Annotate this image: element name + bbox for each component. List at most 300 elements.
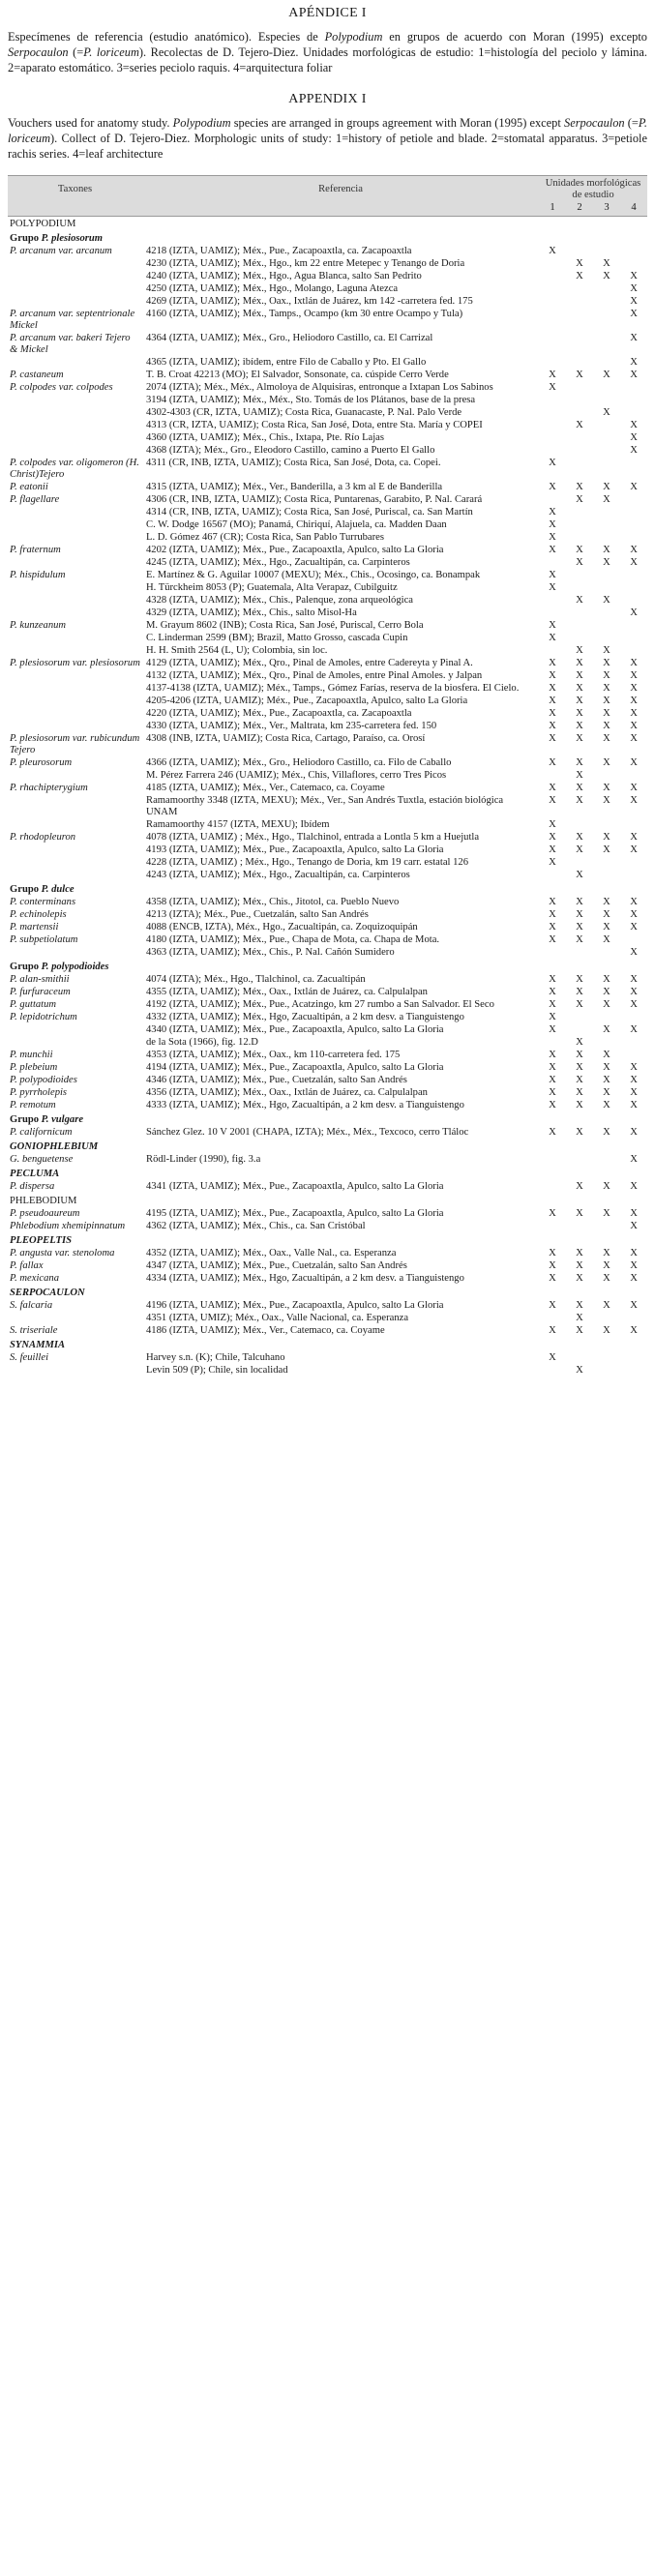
unit-mark-3 — [593, 857, 620, 870]
table-row — [8, 1300, 647, 1313]
genus-heading-row — [8, 1338, 647, 1352]
voucher-reference: 4362 (IZTA, UAMIZ); Méx., Chis., ca. San Cristóbal — [146, 1221, 366, 1231]
unit-mark-2 — [566, 857, 593, 870]
table-row — [8, 1154, 647, 1167]
taxon-name: S. feuillei — [10, 1352, 49, 1363]
genus-heading: POLYPODIUM — [10, 219, 76, 229]
voucher-reference: 4132 (IZTA, UAMIZ); Méx., Qro., Pinal de Amoles, entre Pinal Amoles. y Jalpan — [146, 670, 483, 681]
taxon-name — [8, 696, 142, 708]
unit-mark-2 — [566, 296, 593, 309]
unit-mark-3: X — [603, 974, 610, 985]
unit-mark-1: X — [549, 708, 556, 719]
unit-mark-1: X — [549, 857, 556, 868]
unit-mark-1: X — [549, 1050, 556, 1060]
table-row — [8, 557, 647, 570]
heading-spanish: APÉNDICE I — [288, 6, 367, 20]
unit-mark-4 — [620, 532, 647, 545]
unit-number: 2 — [566, 202, 593, 217]
unit-mark-3: X — [603, 999, 610, 1010]
voucher-reference: 4185 (IZTA, UAMIZ); Méx., Ver., Catemaco, ca. Coyame — [146, 783, 385, 793]
voucher-reference: 4355 (IZTA, UAMIZ); Méx., Oax., Ixtlán de Juárez, ca. Calpulalpan — [146, 987, 428, 997]
unit-mark-3: X — [603, 658, 610, 668]
unit-mark-3 — [593, 582, 620, 595]
intro-spanish — [8, 29, 647, 75]
taxon-name — [8, 519, 142, 532]
voucher-reference: 4243 (IZTA, UAMIZ); Méx., Hgo., Zacualtipán, ca. Carpinteros — [146, 870, 410, 880]
unit-mark-3: X — [603, 1260, 610, 1271]
unit-mark-1: X — [549, 246, 556, 256]
taxon-name: P. polypodioides — [10, 1075, 77, 1085]
taxon-name — [8, 645, 142, 658]
taxon-name: P. fallax — [10, 1260, 44, 1271]
voucher-reference: 4347 (IZTA, UAMIZ); Méx., Pue., Cuetzalán, salto San Andrés — [146, 1260, 407, 1271]
taxon-name — [8, 420, 142, 432]
unit-mark-4: X — [630, 420, 638, 430]
table-row — [8, 795, 647, 819]
table-row — [8, 1325, 647, 1338]
unit-mark-4: X — [630, 999, 638, 1010]
unit-mark-2: X — [576, 494, 583, 505]
table-row — [8, 683, 647, 696]
taxon-name: P. rhodopleuron — [10, 832, 76, 843]
unit-mark-3: X — [603, 721, 610, 731]
voucher-reference: 4329 (IZTA, UAMIZ); Méx., Chis., salto Misol-Ha — [146, 607, 357, 618]
unit-mark-2: X — [576, 909, 583, 920]
voucher-reference: 4353 (IZTA, UAMIZ); Méx., Oax., km 110-carretera fed. 175 — [146, 1050, 401, 1060]
table-row — [8, 974, 647, 987]
table-row — [8, 309, 647, 333]
intro-english — [8, 115, 647, 162]
unit-mark-4 — [620, 407, 647, 420]
unit-mark-3: X — [603, 696, 610, 706]
unit-mark-1 — [539, 645, 566, 658]
unit-number: 3 — [593, 202, 620, 217]
taxon-name — [8, 582, 142, 595]
voucher-reference: 4202 (IZTA, UAMIZ); Méx., Pue., Zacapoaxtla, Apulco, salto La Gloria — [146, 545, 444, 555]
unit-mark-2: X — [576, 733, 583, 744]
unit-mark-3 — [593, 1365, 620, 1377]
unit-mark-1: X — [549, 897, 556, 907]
taxon-name: P. conterminans — [10, 897, 76, 907]
group-heading-row — [8, 231, 647, 246]
unit-mark-4 — [620, 246, 647, 258]
voucher-reference: 4228 (IZTA, UAMIZ) ; Méx., Hgo., Tenango de Doria, km 19 carr. estatal 126 — [146, 857, 469, 868]
unit-mark-2 — [566, 395, 593, 407]
unit-mark-4: X — [630, 370, 638, 380]
taxon-name: P. colpodes var. oligomeron (H. Christ)Tejero — [10, 458, 139, 480]
unit-mark-3: X — [603, 494, 610, 505]
unit-mark-3: X — [603, 897, 610, 907]
unit-mark-4: X — [630, 708, 638, 719]
voucher-reference: 4213 (IZTA); Méx., Pue., Cuetzalán, salto San Andrés — [146, 909, 369, 920]
voucher-reference: 4346 (IZTA, UAMIZ); Méx., Pue., Cuetzalán, salto San Andrés — [146, 1075, 407, 1085]
intro-text-run: (= — [624, 116, 639, 130]
voucher-reference: Sánchez Glez. 10 V 2001 (CHAPA, IZTA); Méx., Méx., Texcoco, cerro Tláloc — [146, 1127, 469, 1138]
unit-mark-4: X — [630, 947, 638, 958]
table-row — [8, 934, 647, 947]
voucher-reference: Ramamoorthy 4157 (IZTA, MEXU); Ibídem — [146, 819, 330, 830]
voucher-reference: 4192 (IZTA, UAMIZ); Méx., Pue., Acatzingo, km 27 rumbo a San Salvador. El Seco — [146, 999, 494, 1010]
voucher-reference: 4360 (IZTA, UAMIZ); Méx., Chis., Ixtapa, Pte. Río Lajas — [146, 432, 385, 443]
unit-mark-4: X — [630, 696, 638, 706]
unit-mark-1 — [539, 357, 566, 370]
voucher-reference: 4351 (IZTA, UMIZ); Méx., Oax., Valle Nacional, ca. Esperanza — [146, 1313, 409, 1323]
voucher-reference: 4250 (IZTA, UAMIZ); Méx., Hgo., Molango, Laguna Atezca — [146, 283, 399, 294]
table-row — [8, 333, 647, 357]
group-heading — [8, 1112, 647, 1127]
genus-heading-row — [8, 1194, 647, 1208]
unit-mark-3 — [593, 870, 620, 882]
voucher-reference: 4313 (CR, IZTA, UAMIZ); Costa Rica, San José, Dota, entre Sta. María y COPEI — [146, 420, 483, 430]
unit-mark-4 — [620, 620, 647, 633]
taxon-name — [8, 770, 142, 783]
intro-text-run: P. loriceum — [8, 116, 647, 145]
unit-mark-2: X — [576, 1127, 583, 1138]
voucher-reference: 4240 (IZTA, UAMIZ); Méx., Hgo., Agua Blanca, salto San Pedrito — [146, 271, 422, 281]
genus-heading-row — [8, 1167, 647, 1181]
unit-mark-4: X — [630, 545, 638, 555]
voucher-reference: 4218 (IZTA, UAMIZ); Méx., Pue., Zacapoaxtla, ca. Zacapoaxtla — [146, 246, 412, 256]
unit-mark-2 — [566, 458, 593, 482]
unit-mark-1: X — [549, 999, 556, 1010]
table-row — [8, 922, 647, 934]
unit-mark-1: X — [549, 382, 556, 393]
unit-mark-4: X — [630, 670, 638, 681]
table-row — [8, 658, 647, 670]
voucher-reference: Harvey s.n. (K); Chile, Talcuhano — [146, 1352, 285, 1363]
unit-mark-4 — [620, 507, 647, 519]
unit-mark-4: X — [630, 832, 638, 843]
unit-mark-3: X — [603, 934, 610, 945]
taxon-name: P. subpetiolatum — [10, 934, 78, 945]
taxon-name: P. castaneum — [10, 370, 64, 380]
unit-mark-1 — [539, 947, 566, 960]
unit-mark-1: X — [549, 683, 556, 694]
table-row — [8, 1208, 647, 1221]
unit-mark-4: X — [630, 1181, 638, 1192]
voucher-reference: 4129 (IZTA, UAMIZ); Méx., Qro., Pinal de Amoles, entre Cadereyta y Pinal A. — [146, 658, 473, 668]
unit-mark-1 — [539, 1037, 566, 1050]
table-row — [8, 519, 647, 532]
unit-mark-4 — [620, 633, 647, 645]
unit-mark-3: X — [603, 595, 610, 606]
unit-mark-4 — [620, 1352, 647, 1365]
unit-mark-1: X — [549, 1273, 556, 1284]
unit-mark-3: X — [603, 1024, 610, 1035]
taxon-name — [8, 445, 142, 458]
table-body — [8, 202, 647, 1377]
unit-mark-3 — [593, 296, 620, 309]
group-prefix: Grupo — [10, 884, 42, 895]
taxon-name — [8, 1313, 142, 1325]
voucher-reference: 4315 (IZTA, UAMIZ); Méx., Ver., Banderilla, a 3 km al E de Banderilla — [146, 482, 443, 492]
unit-mark-1: X — [549, 1087, 556, 1098]
unit-mark-4: X — [630, 357, 638, 368]
unit-mark-4: X — [630, 333, 638, 343]
unit-mark-4: X — [630, 658, 638, 668]
unit-mark-2: X — [576, 708, 583, 719]
table-header-row — [8, 176, 647, 203]
taxon-name — [8, 296, 142, 309]
unit-mark-2: X — [576, 370, 583, 380]
taxon-name: P. lepidotrichum — [10, 1012, 77, 1022]
unit-mark-2: X — [576, 1248, 583, 1258]
unit-mark-3 — [593, 1154, 620, 1167]
table-row — [8, 532, 647, 545]
unit-mark-3: X — [603, 909, 610, 920]
table-row — [8, 897, 647, 909]
unit-mark-3: X — [603, 370, 610, 380]
taxon-name: P. plesiosorum var. plesiosorum — [10, 658, 140, 668]
voucher-reference: C. W. Dodge 16567 (MO); Panamá, Chiriquí, Alajuela, ca. Madden Daan — [146, 519, 447, 530]
unit-mark-1: X — [549, 819, 556, 830]
voucher-reference: T. B. Croat 42213 (MO); El Salvador, Sonsonate, ca. cúspide Cerro Verde — [146, 370, 449, 380]
group-name: P. vulgare — [41, 1114, 84, 1125]
unit-mark-2: X — [576, 783, 583, 793]
unit-mark-3 — [593, 395, 620, 407]
genus-heading-row — [8, 1286, 647, 1300]
intro-text-run: Vouchers used for anatomy study. — [8, 116, 173, 130]
unit-mark-3: X — [603, 1248, 610, 1258]
unit-mark-2: X — [576, 1181, 583, 1192]
table-row — [8, 670, 647, 683]
table-row — [8, 595, 647, 607]
unit-mark-4 — [620, 857, 647, 870]
table-row — [8, 1062, 647, 1075]
voucher-reference: 4356 (IZTA, UAMIZ); Méx., Oax., Ixtlán de Juárez, ca. Calpulalpan — [146, 1087, 428, 1098]
table-row — [8, 407, 647, 420]
unit-mark-2 — [566, 407, 593, 420]
table-row — [8, 357, 647, 370]
unit-mark-3: X — [603, 708, 610, 719]
voucher-reference: C. Linderman 2599 (BM); Brazil, Matto Grosso, cascada Cupin — [146, 633, 408, 643]
unit-mark-2: X — [576, 844, 583, 855]
genus-heading: PECLUMA — [10, 1169, 60, 1179]
heading-english: APPENDIX I — [288, 92, 367, 106]
unit-mark-3: X — [603, 832, 610, 843]
group-heading-row — [8, 1112, 647, 1127]
unit-mark-1: X — [549, 1100, 556, 1110]
unit-mark-3: X — [603, 557, 610, 568]
unit-mark-3 — [593, 519, 620, 532]
unit-mark-1: X — [549, 658, 556, 668]
unit-mark-2 — [566, 333, 593, 357]
group-heading — [8, 231, 647, 246]
taxon-name — [8, 795, 142, 819]
unit-mark-2: X — [576, 870, 583, 880]
voucher-reference: 4311 (CR, INB, IZTA, UAMIZ); Costa Rica, San José, Dota, ca. Copei. — [146, 458, 441, 468]
genus-heading: PHLEBODIUM — [10, 1196, 77, 1206]
intro-text-run: Serpocaulon — [8, 45, 69, 59]
unit-mark-4: X — [630, 909, 638, 920]
unit-mark-4: X — [630, 922, 638, 933]
table-row — [8, 999, 647, 1012]
unit-mark-1: X — [549, 482, 556, 492]
unit-mark-3 — [593, 1221, 620, 1233]
unit-mark-1 — [539, 1181, 566, 1194]
voucher-reference: 4196 (IZTA, UAMIZ); Méx., Pue., Zacapoaxtla, Apulco, salto La Gloria — [146, 1300, 444, 1311]
unit-mark-4 — [620, 1365, 647, 1377]
unit-mark-2: X — [576, 897, 583, 907]
taxon-name — [8, 670, 142, 683]
group-prefix: Grupo — [10, 233, 42, 244]
unit-mark-4: X — [630, 1325, 638, 1336]
unit-mark-1 — [539, 432, 566, 445]
unit-mark-3: X — [603, 1100, 610, 1110]
unit-mark-3 — [593, 246, 620, 258]
table-row — [8, 832, 647, 844]
unit-mark-2: X — [576, 987, 583, 997]
voucher-reference: 4302-4303 (CR, IZTA, UAMIZ); Costa Rica, Guanacaste, P. Nal. Palo Verde — [146, 407, 462, 418]
unit-mark-2: X — [576, 482, 583, 492]
unit-mark-4: X — [630, 271, 638, 281]
unit-mark-3 — [593, 445, 620, 458]
unit-mark-2 — [566, 633, 593, 645]
table-row — [8, 696, 647, 708]
table-row — [8, 296, 647, 309]
unit-mark-1: X — [549, 733, 556, 744]
unit-mark-3 — [593, 633, 620, 645]
unit-mark-3: X — [603, 670, 610, 681]
unit-mark-3: X — [603, 1050, 610, 1060]
unit-mark-1: X — [549, 1325, 556, 1336]
voucher-reference: 4352 (IZTA, UAMIZ); Méx., Oax., Valle Nal., ca. Esperanza — [146, 1248, 397, 1258]
unit-mark-4: X — [630, 1208, 638, 1219]
table-row — [8, 819, 647, 832]
unit-mark-2 — [566, 309, 593, 333]
voucher-reference: 4137-4138 (IZTA, UAMIZ); Méx., Tamps., Gómez Farías, reserva de la biosfera. El Cielo. — [146, 683, 520, 694]
intro-text-run: species are arranged in groups agreement with Moran (1995) except — [230, 116, 564, 130]
taxon-name — [8, 844, 142, 857]
unit-mark-4: X — [630, 1024, 638, 1035]
voucher-reference: 4328 (IZTA, UAMIZ); Méx., Chis., Palenque, zona arqueológica — [146, 595, 413, 606]
taxon-name: P. californicum — [10, 1127, 73, 1138]
voucher-reference: Ramamoorthy 3348 (IZTA, MEXU); Méx., Ver., San Andrés Tuxtla, estación biológica UNAM — [146, 795, 504, 817]
voucher-table — [8, 175, 647, 1377]
unit-mark-4: X — [630, 683, 638, 694]
unit-mark-4: X — [630, 607, 638, 618]
voucher-reference: 4074 (IZTA); Méx., Hgo., Tlalchinol, ca. Zacualtipán — [146, 974, 366, 985]
unit-mark-2: X — [576, 1208, 583, 1219]
unit-mark-1: X — [549, 696, 556, 706]
table-row — [8, 370, 647, 382]
unit-mark-1: X — [549, 721, 556, 731]
unit-mark-2: X — [576, 770, 583, 781]
unit-mark-1: X — [549, 370, 556, 380]
taxon-name — [8, 283, 142, 296]
unit-mark-1: X — [549, 987, 556, 997]
unit-mark-1: X — [549, 1024, 556, 1035]
unit-mark-4 — [620, 595, 647, 607]
taxon-name: P. eatonii — [10, 482, 48, 492]
unit-mark-3: X — [603, 645, 610, 656]
unit-mark-4 — [620, 934, 647, 947]
unit-mark-2: X — [576, 271, 583, 281]
taxon-name — [8, 721, 142, 733]
table-row — [8, 770, 647, 783]
unit-mark-2: X — [576, 922, 583, 933]
unit-mark-1: X — [549, 507, 556, 518]
voucher-reference: 4314 (CR, INB, IZTA, UAMIZ); Costa Rica, San José, Puriscal, ca. San Martín — [146, 507, 473, 518]
unit-mark-1: X — [549, 922, 556, 933]
unit-mark-3 — [593, 382, 620, 395]
taxon-name: G. benguetense — [10, 1154, 74, 1165]
unit-mark-2: X — [576, 683, 583, 694]
unit-mark-1: X — [549, 582, 556, 593]
unit-mark-2 — [566, 582, 593, 595]
unit-mark-3: X — [603, 1087, 610, 1098]
unit-mark-2: X — [576, 934, 583, 945]
taxon-name: P. arcanum var. bakeri Tejero & Mickel — [10, 333, 131, 355]
unit-mark-3 — [593, 1037, 620, 1050]
unit-mark-3: X — [603, 783, 610, 793]
unit-mark-1: X — [549, 783, 556, 793]
unit-mark-1 — [539, 1313, 566, 1325]
taxon-name — [8, 870, 142, 882]
voucher-reference: Rödl-Linder (1990), fig. 3.a — [146, 1154, 261, 1165]
unit-mark-1: X — [549, 633, 556, 643]
unit-mark-1: X — [549, 974, 556, 985]
table-row — [8, 1221, 647, 1233]
table-row — [8, 1313, 647, 1325]
unit-mark-4: X — [630, 1221, 638, 1231]
unit-mark-2: X — [576, 1062, 583, 1073]
unit-mark-1 — [539, 333, 566, 357]
table-row — [8, 582, 647, 595]
table-row — [8, 1365, 647, 1377]
unit-mark-2: X — [576, 721, 583, 731]
unit-mark-4: X — [630, 757, 638, 768]
unit-mark-1: X — [549, 1062, 556, 1073]
unit-mark-2: X — [576, 557, 583, 568]
voucher-reference: E. Martínez & G. Aguilar 10007 (MEXU); Méx., Chis., Ocosingo, ca. Bonampak — [146, 570, 481, 580]
unit-mark-3: X — [603, 1062, 610, 1073]
taxon-name — [8, 1365, 142, 1377]
unit-mark-1: X — [549, 1208, 556, 1219]
unit-mark-2: X — [576, 1313, 583, 1323]
voucher-reference: 4340 (IZTA, UAMIZ); Méx., Pue., Zacapoaxtla, Apulco, salto La Gloria — [146, 1024, 444, 1035]
unit-mark-3 — [593, 283, 620, 296]
group-name: P. plesiosorum — [41, 233, 104, 244]
unit-mark-3: X — [603, 844, 610, 855]
unit-mark-3 — [593, 420, 620, 432]
unit-mark-1: X — [549, 795, 556, 806]
unit-mark-2 — [566, 1352, 593, 1365]
unit-mark-1: X — [549, 519, 556, 530]
voucher-reference: 4363 (IZTA, UAMIZ); Méx., Chis., P. Nal. Cañón Sumidero — [146, 947, 395, 958]
voucher-reference: 4193 (IZTA, UAMIZ); Méx., Pue., Zacapoaxtla, Apulco, salto La Gloria — [146, 844, 444, 855]
table-row — [8, 857, 647, 870]
unit-mark-4: X — [630, 445, 638, 456]
unit-mark-4: X — [630, 1075, 638, 1085]
voucher-reference: 4334 (IZTA, UAMIZ); Méx., Hgo, Zacualtipán, a 2 km desv. a Tianguistengo — [146, 1273, 464, 1284]
unit-mark-3 — [593, 620, 620, 633]
unit-mark-2: X — [576, 670, 583, 681]
unit-mark-1 — [539, 1221, 566, 1233]
taxon-name: P. dispersa — [10, 1181, 55, 1192]
unit-mark-2 — [566, 1024, 593, 1037]
voucher-reference: H. Türckheim 8053 (P); Guatemala, Alta Verapaz, Cubilguitz — [146, 582, 398, 593]
taxon-name — [8, 1037, 142, 1050]
table-row — [8, 1352, 647, 1365]
voucher-reference: L. D. Gómez 467 (CR); Costa Rica, San Pablo Turrubares — [146, 532, 384, 543]
taxon-name — [8, 432, 142, 445]
unit-mark-4: X — [630, 296, 638, 307]
unit-mark-1: X — [549, 670, 556, 681]
group-prefix: Grupo — [10, 1114, 42, 1125]
taxon-name: P. plebeium — [10, 1062, 58, 1073]
unit-mark-3: X — [603, 407, 610, 418]
